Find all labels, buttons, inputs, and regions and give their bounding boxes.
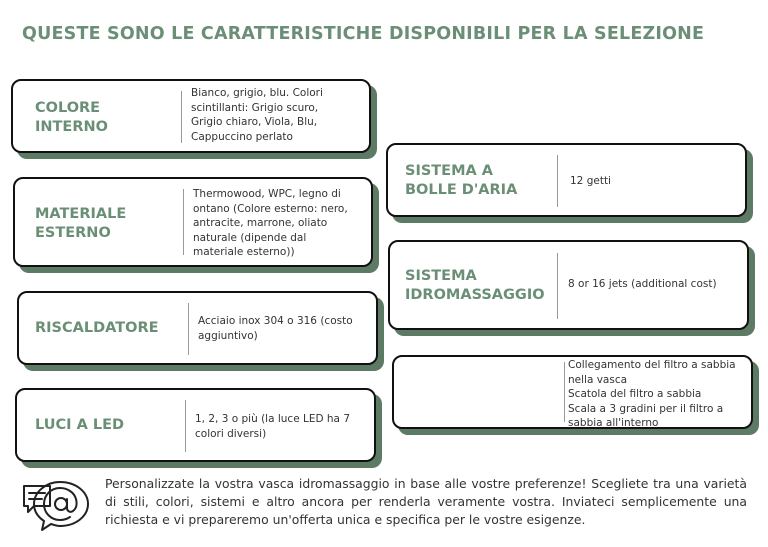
feature-label: RISCALDATORE [35,320,159,336]
footer-description: Personalizzate la vostra vasca idromassaggio in base alle vostre preferenze! Scegliete tra una varietà di stili, colori, sistemi e altro ancora per renderla veramente vostra. Inviateci semplicemente una richiesta e vi prepareremo un'offerta unica e specifica per le vostre esigenze. [105,476,747,527]
feature-label: LUCI A LED [35,417,125,433]
feature-description: Collegamento del filtro a sabbia nella vasca Scatola del filtro a sabbia Scala a 3 gradini per il filtro a sabbia all'interno [568,359,736,430]
feature-label: SISTEMA IDROMASSAGGIO [405,268,545,303]
feature-card-luci-led [15,388,376,462]
feature-card-idromassaggio [388,240,749,330]
feature-description: Bianco, grigio, blu. Colori scintillanti: Grigio scuro, Grigio chiaro, Viola, Blu, Cappuccino perlato [191,87,323,143]
feature-description: 8 or 16 jets (additional cost) [568,278,717,290]
feature-card-materiale-esterno [13,177,373,267]
feature-description: 12 getti [570,175,611,187]
feature-card-filtro [392,355,753,429]
chat-at-icon [20,478,96,534]
divider [188,303,189,355]
feature-card-bolle-aria [386,143,747,217]
feature-label: SISTEMA A BOLLE D'ARIA [405,163,518,198]
divider [181,91,182,143]
divider [557,155,558,207]
divider [183,189,184,255]
feature-card-colore-interno [11,79,371,153]
feature-description: Thermowood, WPC, legno di ontano (Colore esterno: nero, antracite, marrone, oliato naturale (dipende dal materiale esterno)) [193,188,348,259]
feature-description: Acciaio inox 304 o 316 (costo aggiuntivo) [198,315,353,342]
divider [557,253,558,319]
feature-label: COLORE INTERNO [35,100,108,135]
feature-description: 1, 2, 3 o più (la luce LED ha 7 colori diversi) [195,413,351,440]
feature-label: MATERIALE ESTERNO [35,206,127,241]
feature-card-riscaldatore [17,291,378,365]
divider [564,362,565,422]
page-title: QUESTE SONO LE CARATTERISTICHE DISPONIBILI PER LA SELEZIONE [22,24,705,44]
divider [185,400,186,452]
